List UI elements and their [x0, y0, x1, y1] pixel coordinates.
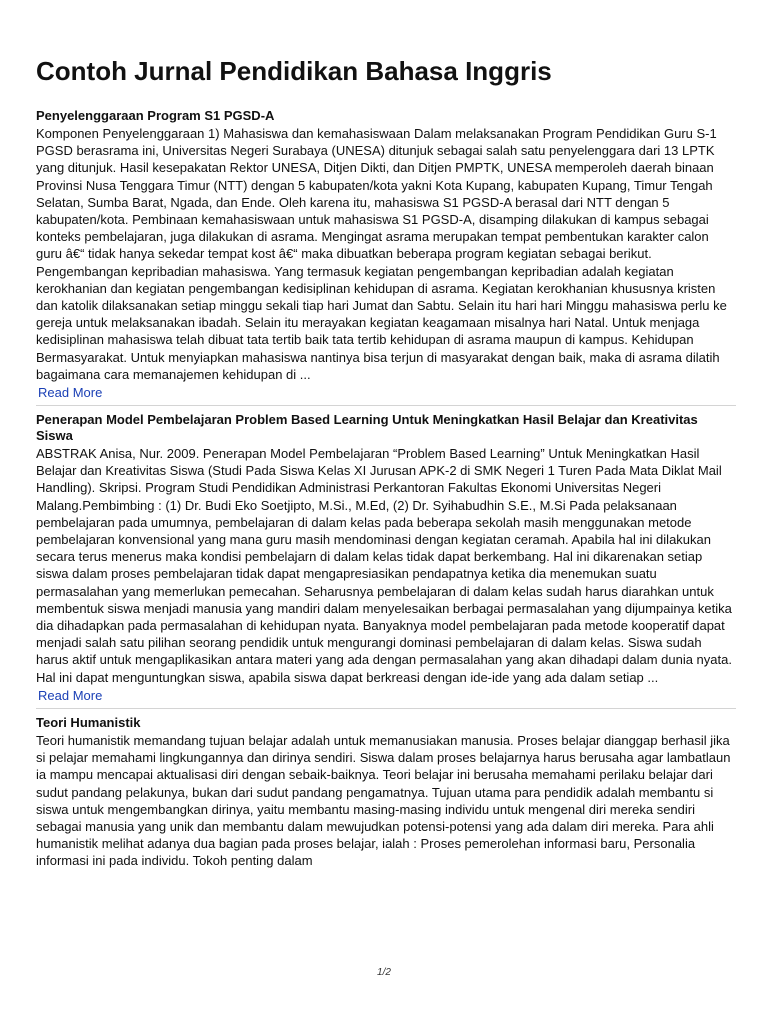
- article-2: [36, 412, 736, 705]
- page-title: Contoh Jurnal Pendidikan Bahasa Inggris: [36, 56, 552, 86]
- divider: [36, 708, 736, 709]
- article-body: ABSTRAK Anisa, Nur. 2009. Penerapan Model Pembelajaran “Problem Based Learning” Untuk Meningkatkan Hasil Belajar dan Kreativitas Siswa (Studi Pada Siswa Kelas XI Jurusan APK-2 di SMK Negeri 1 Turen Pada Mata Diklat Mail Handling). Skripsi. Program Studi Pendidikan Administrasi Perkantoran Fakultas Ekonomi Universitas Negeri Malang.Pembimbing : (1) Dr. Budi Eko Soetjipto, M.Si., M.Ed, (2) Dr. Syihabudhin S.E., M.Si Pada pelaksanaan pembelajaran pada umumnya, pembelajaran di dalam kelas pada beberapa sekolah masih menggunakan metode pembelajaran konvensional yang mana guru masih mendominasi dengan kegiatan ceramah. Apabila hal ini dilakukan secara terus menerus maka kondisi pembelajarn di dalam kelas tidak dapat berkembang. Hal ini dikarenakan setiap siswa dalam proses pembelajaran tidak dapat mengapresiasikan pendapatnya ketika dia menemukan suatu permasalahan yang memerlukan pemecahan. Seharusnya pembelajaran di dalam kelas sudah harus diarahkan untuk membentuk siswa menjadi manusia yang mandiri dalam menyelesaikan berbagai permasalahan yang dijumpainya ketika dia dihadapkan pada permasalahan di kehidupan nyata. Banyaknya model pembelajaran pada metode kooperatif dapat menjadi salah satu pilihan seorang pendidik untuk mengurangi dominasi pembelajaran di dalam kelas. Siswa sudah harus aktif untuk mengaplikasikan antara materi yang ada dengan permasalahan yang akan dihadapi dalam dunia nyata. Hal ini dapat menguntungkan siswa, apabila siswa dapat berkreasi dengan ide-ide yang ada dalam setiap ...: [36, 446, 732, 685]
- document-page: [36, 56, 736, 870]
- article-3: [36, 715, 736, 870]
- article-body: Teori humanistik memandang tujuan belajar adalah untuk memanusiakan manusia. Proses belajar dianggap berhasil jika si pelajar memahami lingkungannya dan dirinya sendiri. Siswa dalam proses belajarnya harus berusaha agar lambatlaun ia mampu mencapai aktualisasi diri dengan sebaik-baiknya. Teori belajar ini berusaha memahami perilaku belajar dari sudut pandang pelakunya, bukan dari sudut pandang pengamatnya. Tujuan utama para pendidik adalah membantu si siswa untuk mengembangkan dirinya, yaitu membantu masing-masing individu untuk mengenal diri mereka sendiri sebagai manusia yang unik dan membantu dalam mewujudkan potensi-potensi yang ada dalam diri mereka. Para ahli humanistik melihat adanya dua bagian pada proses belajar, ialah : Proses pemerolehan informasi baru, Personalia informasi ini pada individu. Tokoh penting dalam: [36, 732, 731, 869]
- page-number: 1/2: [377, 967, 391, 978]
- divider: [36, 405, 736, 406]
- article-title: Penyelenggaraan Program S1 PGSD-A: [36, 108, 275, 123]
- read-more-link[interactable]: Read More: [38, 687, 103, 703]
- article-1: [36, 108, 736, 402]
- article-title: Teori Humanistik: [36, 714, 141, 730]
- read-more-link[interactable]: Read More: [38, 385, 103, 401]
- article-title: Penerapan Model Pembelajaran Problem Based Learning Untuk Meningkatkan Hasil Belajar dan Kreativitas Siswa: [36, 412, 698, 444]
- article-body: Komponen Penyelenggaraan 1) Mahasiswa dan kemahasiswaan Dalam melaksanakan Program Pendidikan Guru S-1 PGSD berasrama ini, Universitas Negeri Surabaya (UNESA) ditunjuk sebagai salah satu penyelenggara dari 13 LPTK yang ditunjuk. Hasil kesepakatan Rektor UNESA, Ditjen Dikti, dan Ditjen PMPTK, UNESA memperoleh daerah binaan Provinsi Nusa Tenggara Timur (NTT) dengan 5 kabupaten/kota yakni Kota Kupang, kabupaten Kupang, Timur Tengah Selatan, Sumba Barat, Ngada, dan Ende. Oleh karena itu, mahasiswa S1 PGSD-A berasal dari NTT dengan 5 kabupaten/kota. Pembinaan kemahasiswaan untuk mahasiswa S1 PGSD-A, disamping dilakukan di kampus sebagai konteks pembelajaran, juga dilakukan di asrama. Mengingat asrama merupakan tempat pembentukan karakter calon guru â€“ tidak hanya sekedar tempat kost â€“ maka dibuatkan beberapa program kegiatan sebagai berikut. Pengembangan kepribadian mahasiswa. Yang termasuk kegiatan pengembangan kepribadian adalah kegiatan kerokhanian dan kegiatan pengembangan kedisiplinan kehidupan di asrama. Kegiatan kerokhanian khususnya kristen dan katolik dilaksanakan setiap minggu sekali tiap hari Jumat dan Sabtu. Selain itu hari hari Minggu mahasiswa perlu ke gereja untuk melaksanakan ibadah. Selain itu merayakan kegiatan keagamaan misalnya hari Natal. Untuk menjaga kedisiplinan mahasiswa telah dibuat tata tertib baik tata tertib kehidupan di asrama maupun di kampus. Kehidupan Bermasyarakat. Untuk menyiapkan mahasiswa nantinya bisa terjun di masyarakat dengan baik, maka di asrama dilatih bagaimana cara memanajemen kehidupan di ...: [36, 126, 727, 382]
